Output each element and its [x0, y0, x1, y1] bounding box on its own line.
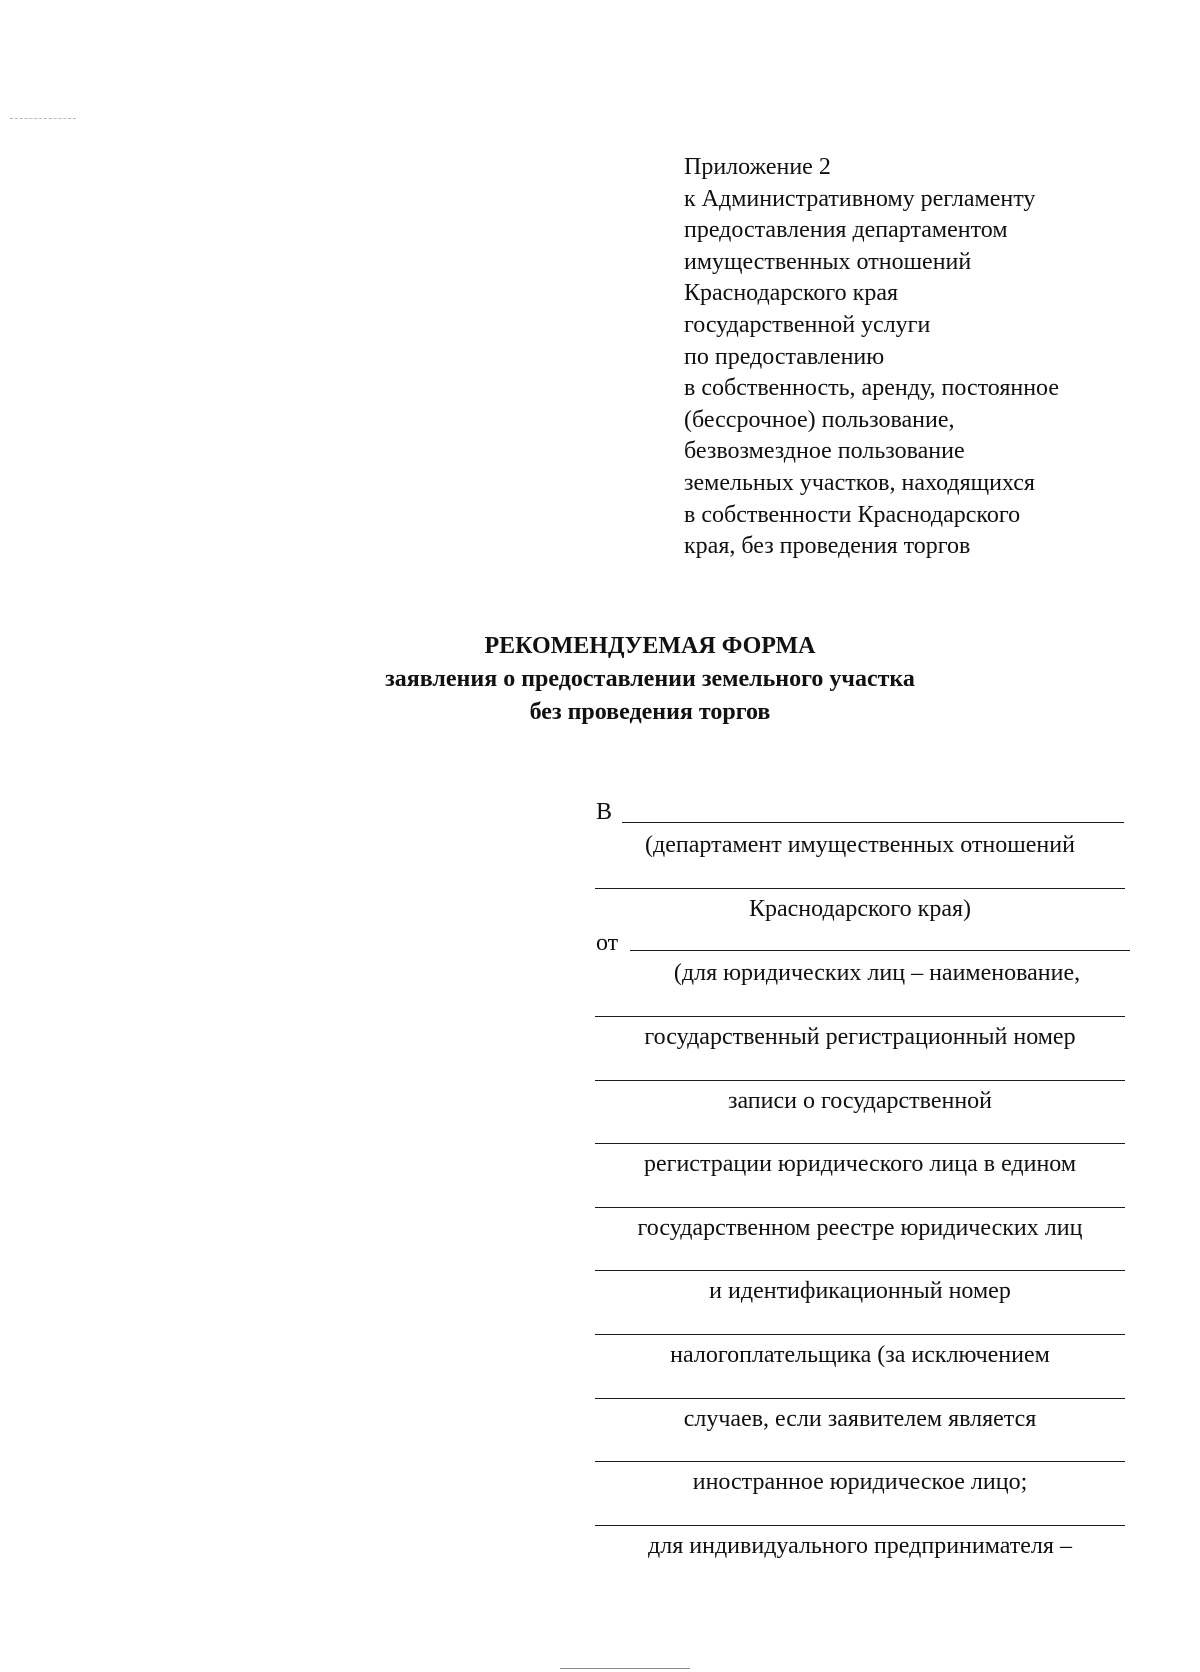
appendix-line: предоставления департаментом [684, 217, 1008, 244]
appendix-line: имущественных отношений [684, 248, 972, 275]
caption-line: государственный регистрационный номер [644, 1024, 1076, 1050]
appendix-line: Краснодарского края [684, 280, 899, 307]
scan-artifact [10, 118, 76, 119]
caption-line: записи о государственной [727, 1088, 993, 1114]
from-field-line[interactable] [595, 1016, 1125, 1017]
from-field-line[interactable] [595, 1270, 1125, 1271]
caption-line: иностранное юридическое лицо; [692, 1469, 1028, 1495]
from-field-line[interactable] [630, 950, 1130, 951]
caption-line: для индивидуального предпринимателя – [648, 1533, 1072, 1559]
title-line-3: без проведения торгов [529, 699, 771, 725]
appendix-line: в собственность, аренду, постоянное [684, 375, 1059, 402]
caption-line: (департамент имущественных отношений [645, 832, 1075, 858]
form-title [260, 630, 1040, 729]
appendix-header [684, 152, 1154, 563]
from-field-line[interactable] [595, 1080, 1125, 1081]
to-field-line[interactable] [622, 822, 1124, 823]
appendix-line: земельных участков, находящихся [684, 469, 1035, 496]
caption-line: государственном реестре юридических лиц [637, 1215, 1083, 1241]
caption-line: Краснодарского края) [748, 896, 971, 922]
appendix-line: к Административному регламенту [684, 185, 1036, 212]
appendix-line: Приложение 2 [684, 154, 831, 180]
page-bottom-line [560, 1668, 690, 1669]
from-field-line[interactable] [595, 1525, 1125, 1526]
caption-line: регистрации юридического лица в едином [643, 1151, 1077, 1177]
to-prefix: В [596, 799, 613, 825]
title-line-1: РЕКОМЕНДУЕМАЯ ФОРМА [484, 633, 816, 659]
from-prefix: от [596, 930, 619, 956]
appendix-line: государственной услуги [684, 311, 931, 338]
from-field-line[interactable] [595, 1207, 1125, 1208]
caption-line: налогоплательщика (за исключением [670, 1342, 1050, 1368]
title-line-2: заявления о предоставлении земельного участка [385, 666, 915, 692]
from-field-line[interactable] [595, 1334, 1125, 1335]
caption-line: и идентификационный номер [709, 1278, 1011, 1304]
appendix-line: (бессрочное) пользование, [684, 406, 955, 433]
from-field-line[interactable] [595, 1143, 1125, 1144]
from-field-line[interactable] [595, 1461, 1125, 1462]
appendix-line: безвозмездное пользование [684, 438, 965, 465]
appendix-line: в собственности Краснодарского [684, 501, 1021, 528]
from-field-line[interactable] [595, 1398, 1125, 1399]
appendix-line: края, без проведения торгов [684, 533, 971, 560]
caption-line: (для юридических лиц – наименование, [673, 960, 1081, 986]
to-field-line-2[interactable] [595, 888, 1125, 889]
appendix-line: по предоставлению [684, 343, 885, 370]
caption-line: случаев, если заявителем является [683, 1406, 1037, 1432]
